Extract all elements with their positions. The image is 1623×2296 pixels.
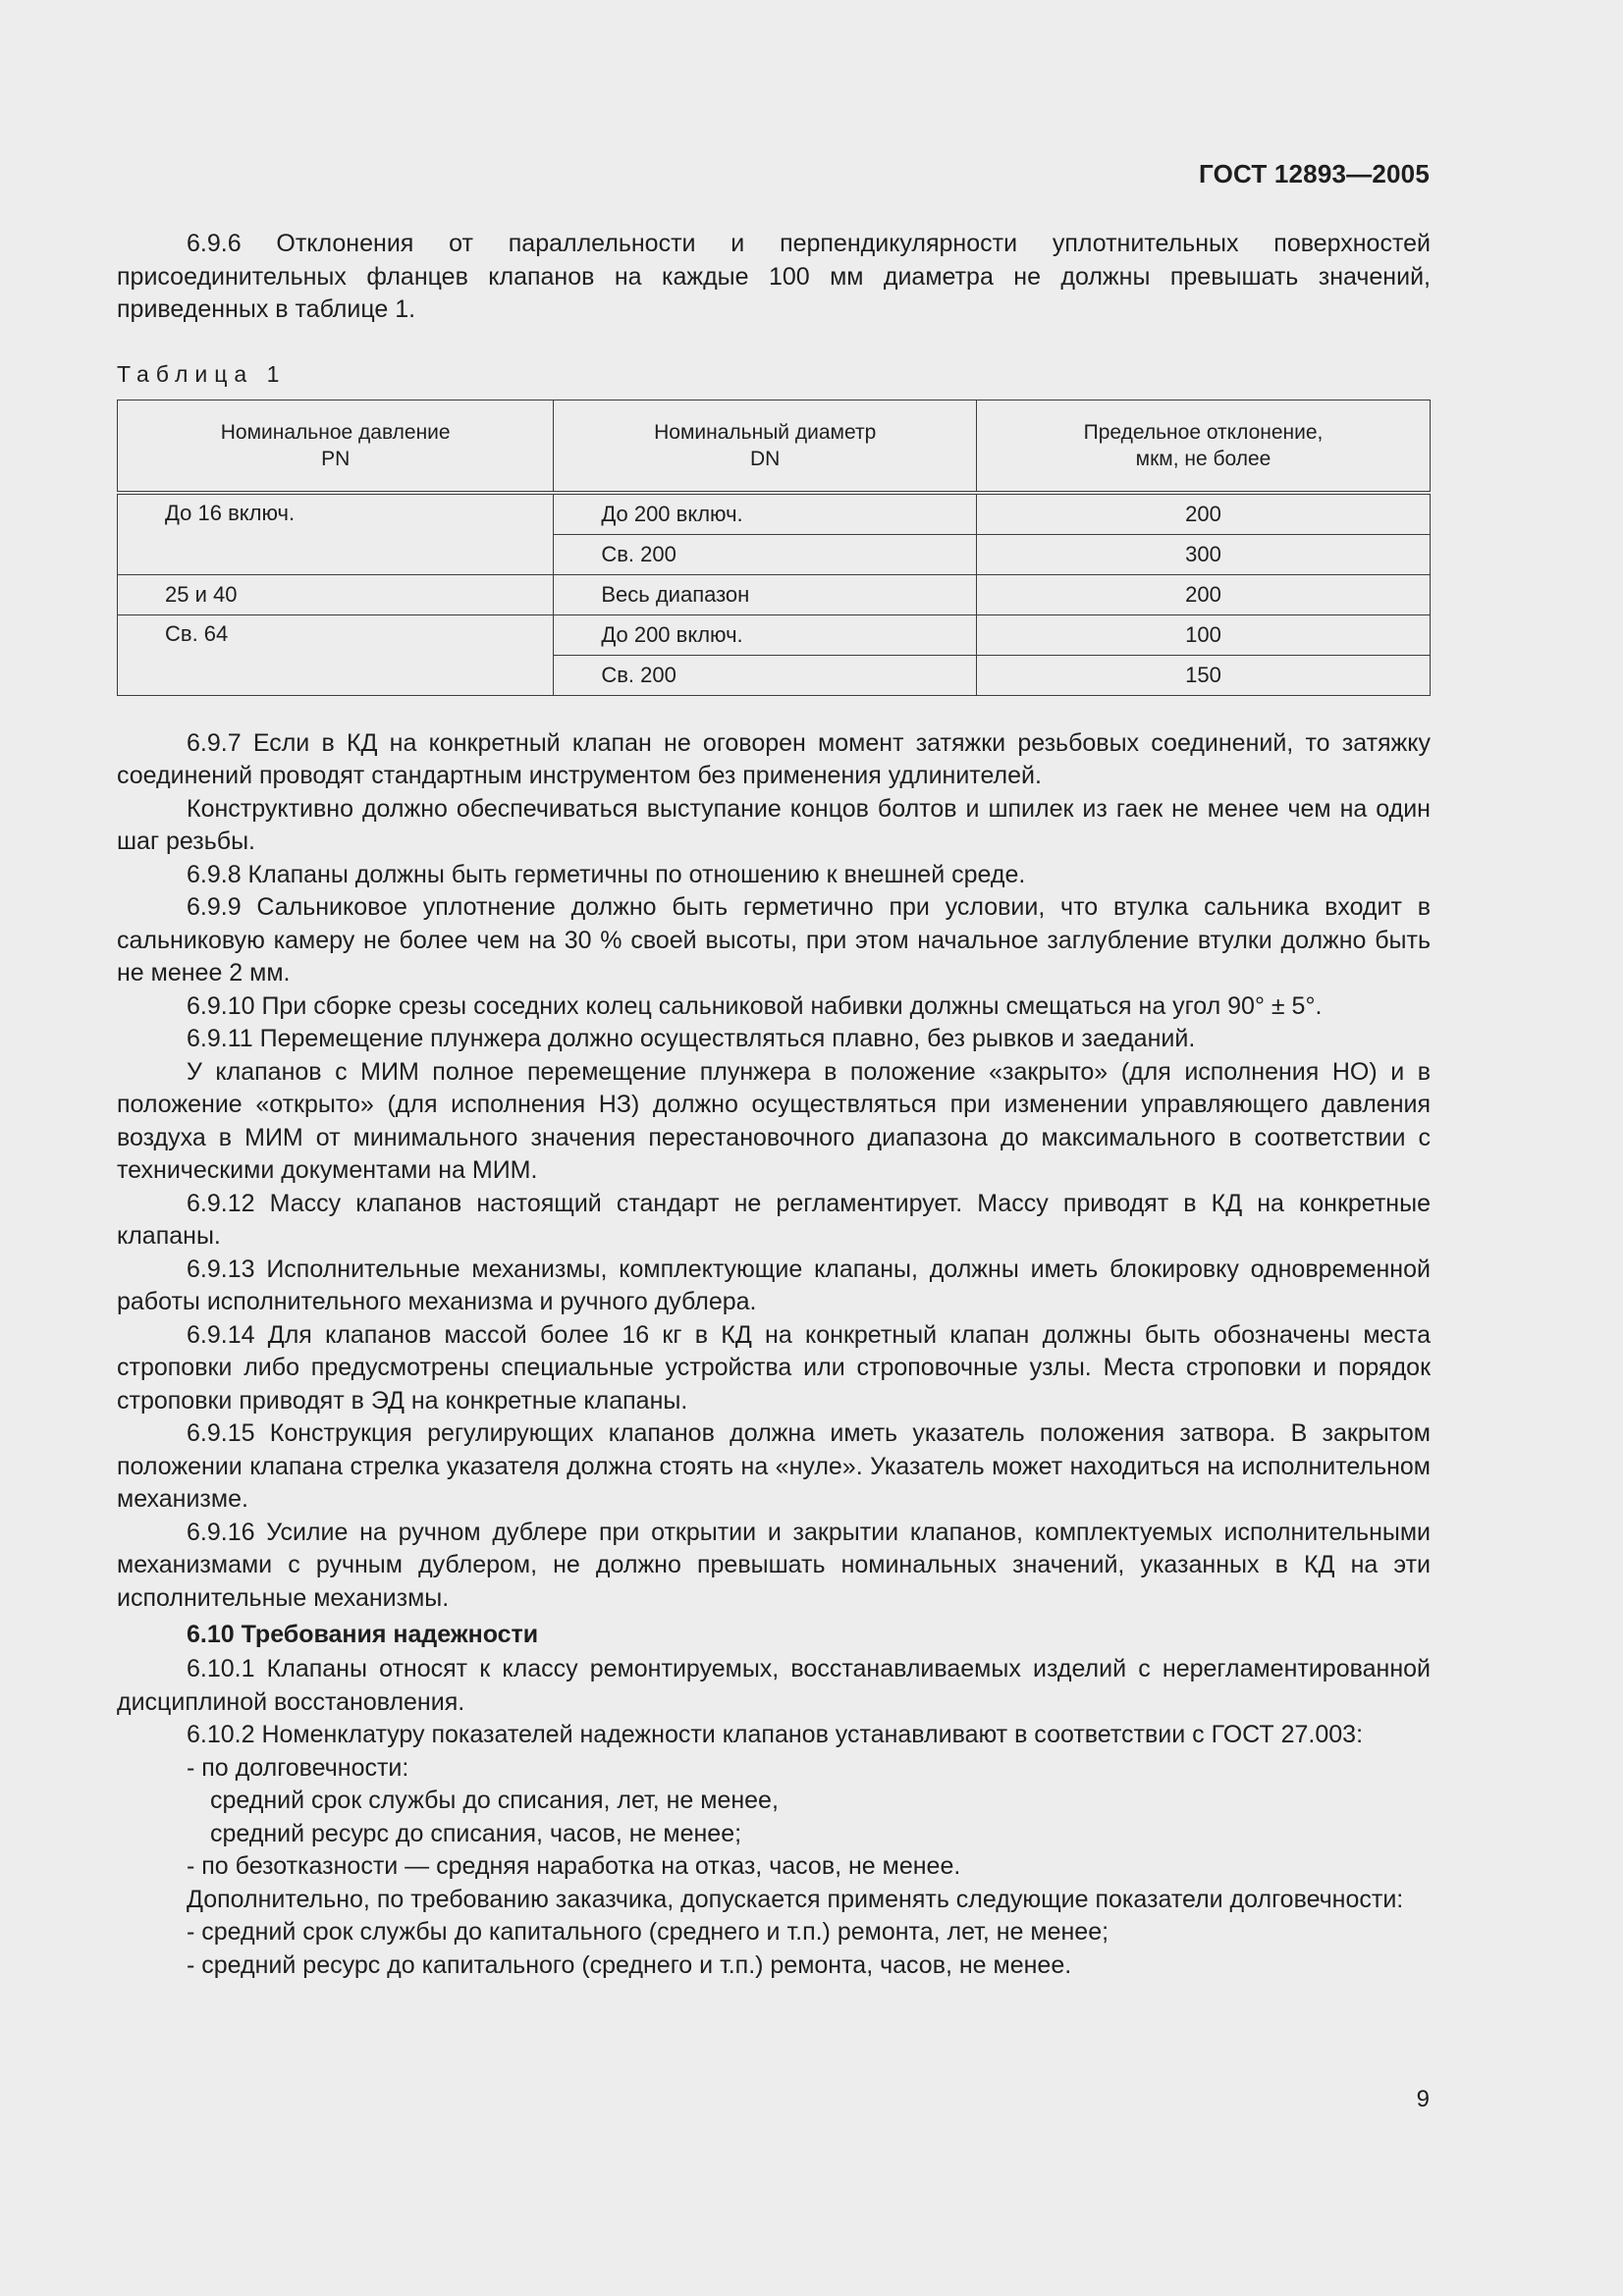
paragraph-6-9-11: 6.9.11 Перемещение плунжера должно осуществляться плавно, без рывков и заеданий. — [187, 1025, 1196, 1052]
paragraph-additional: Дополнительно, по требованию заказчика, допускается применять следующие показатели долговечности: — [187, 1885, 1404, 1913]
cell-dn: До 200 включ. — [554, 493, 977, 535]
cell-deviation: 150 — [977, 655, 1431, 695]
paragraph-6-9-8: 6.9.8 Клапаны должны быть герметичны по отношению к внешней среде. — [187, 860, 1026, 888]
paragraph-6-10-1: 6.10.1 Клапаны относят к классу ремонтируемых, восстанавливаемых изделий с нерегламентированной дисциплиной восстановления. — [117, 1655, 1431, 1716]
list-item: - по долговечности: — [187, 1753, 409, 1782]
list-item: - по безотказности — средняя наработка на отказ, часов, не менее. — [187, 1852, 961, 1880]
header-pn: Номинальное давление PN — [118, 400, 554, 493]
paragraph-6-9-14: 6.9.14 Для клапанов массой более 16 кг в КД на конкретный клапан должны быть обозначены места строповки либо предусмотрены специальные устройства или строповочные узлы. Места строповки и порядок строповки приводят в ЭД на конкретные клапаны. — [117, 1320, 1431, 1415]
paragraph-6-9-7: 6.9.7 Если в КД на конкретный клапан не оговорен момент затяжки резьбовых соединений, то затяжку соединений проводят стандартным инструментом без применения удлинителей. — [117, 728, 1431, 789]
paragraph-6-10-2: 6.10.2 Номенклатуру показателей надежности клапанов устанавливают в соответствии с ГОСТ 27.003: — [187, 1721, 1364, 1748]
cell-deviation: 300 — [977, 534, 1431, 574]
list-item: - средний срок службы до капитального (среднего и т.п.) ремонта, лет, не менее; — [187, 1918, 1109, 1946]
cell-deviation: 200 — [977, 493, 1431, 535]
standard-code: ГОСТ 12893—2005 — [1199, 159, 1430, 188]
list-subitem: средний ресурс до списания, часов, не менее; — [210, 1819, 742, 1847]
page-number: 9 — [1416, 2086, 1430, 2112]
table-row — [118, 574, 1431, 614]
paragraph-6-9-16: 6.9.16 Усилие на ручном дублере при открытии и закрытии клапанов, комплектуемых исполнительными механизмами с ручным дублером, не должно превышать номинальных значений, указанных в КД на эти исполнительные механизмы. — [117, 1518, 1431, 1612]
cell-pn: Св. 64 — [118, 614, 554, 695]
table-header-row — [118, 400, 1431, 493]
paragraph-6-9-10: 6.9.10 При сборке срезы соседних колец сальниковой набивки должны смещаться на угол 90° ± 5°. — [187, 991, 1323, 1020]
section-heading-6-10: 6.10 Требования надежности — [187, 1621, 539, 1648]
cell-dn: До 200 включ. — [554, 614, 977, 655]
cell-dn: Весь диапазон — [554, 574, 977, 614]
cell-pn: 25 и 40 — [118, 574, 554, 614]
page-content — [117, 228, 1431, 1982]
paragraph-6-9-12: 6.9.12 Массу клапанов настоящий стандарт не регламентирует. Массу приводят в КД на конкретные клапаны. — [117, 1189, 1431, 1250]
header-deviation: Предельное отклонение, мкм, не более — [977, 400, 1431, 493]
table-1 — [117, 400, 1431, 696]
header-dn: Номинальный диаметр DN — [554, 400, 977, 493]
table-row — [118, 493, 1431, 535]
paragraph-6-9-9: 6.9.9 Сальниковое уплотнение должно быть герметично при условии, что втулка сальника входит в сальниковую камеру не более чем на 30 % своей высоты, при этом начальное заглубление втулки должно быть не менее 2 мм. — [117, 893, 1431, 987]
table-caption: Таблица 1 — [117, 360, 287, 387]
paragraph-6-9-6: 6.9.6 Отклонения от параллельности и перпендикулярности уплотнительных поверхностей присоединительных фланцев клапанов на каждые 100 мм диаметра не должны превышать значений, приведенных в таблице 1. — [117, 230, 1431, 323]
cell-dn: Св. 200 — [554, 534, 977, 574]
paragraph-6-9-13: 6.9.13 Исполнительные механизмы, комплектующие клапаны, должны иметь блокировку одновременной работы исполнительного механизма и ручного дублера. — [117, 1255, 1431, 1315]
cell-pn: До 16 включ. — [118, 493, 554, 575]
paragraph-6-9-7-b: Конструктивно должно обеспечиваться выступание концов болтов и шпилек из гаек не менее чем на один шаг резьбы. — [117, 794, 1431, 855]
cell-deviation: 100 — [977, 614, 1431, 655]
cell-deviation: 200 — [977, 574, 1431, 614]
paragraph-6-9-15: 6.9.15 Конструкция регулирующих клапанов должна иметь указатель положения затвора. В закрытом положении клапана стрелка указателя должна стоять на «нуле». Указатель может находиться на исполнительном механизме. — [117, 1419, 1431, 1513]
cell-dn: Св. 200 — [554, 655, 977, 695]
table-row — [118, 614, 1431, 655]
paragraph-6-9-11-b: У клапанов с МИМ полное перемещение плунжера в положение «закрыто» (для исполнения НО) и в положение «открыто» (для исполнения НЗ) должно осуществляться при изменении управляющего давления воздуха в МИМ от минимального значения перестановочного диапазона до максимального в соответствии с техническими документами на МИМ. — [117, 1057, 1431, 1184]
list-subitem: средний срок службы до списания, лет, не менее, — [210, 1787, 779, 1814]
list-item: - средний ресурс до капитального (среднего и т.п.) ремонта, часов, не менее. — [187, 1950, 1072, 1979]
